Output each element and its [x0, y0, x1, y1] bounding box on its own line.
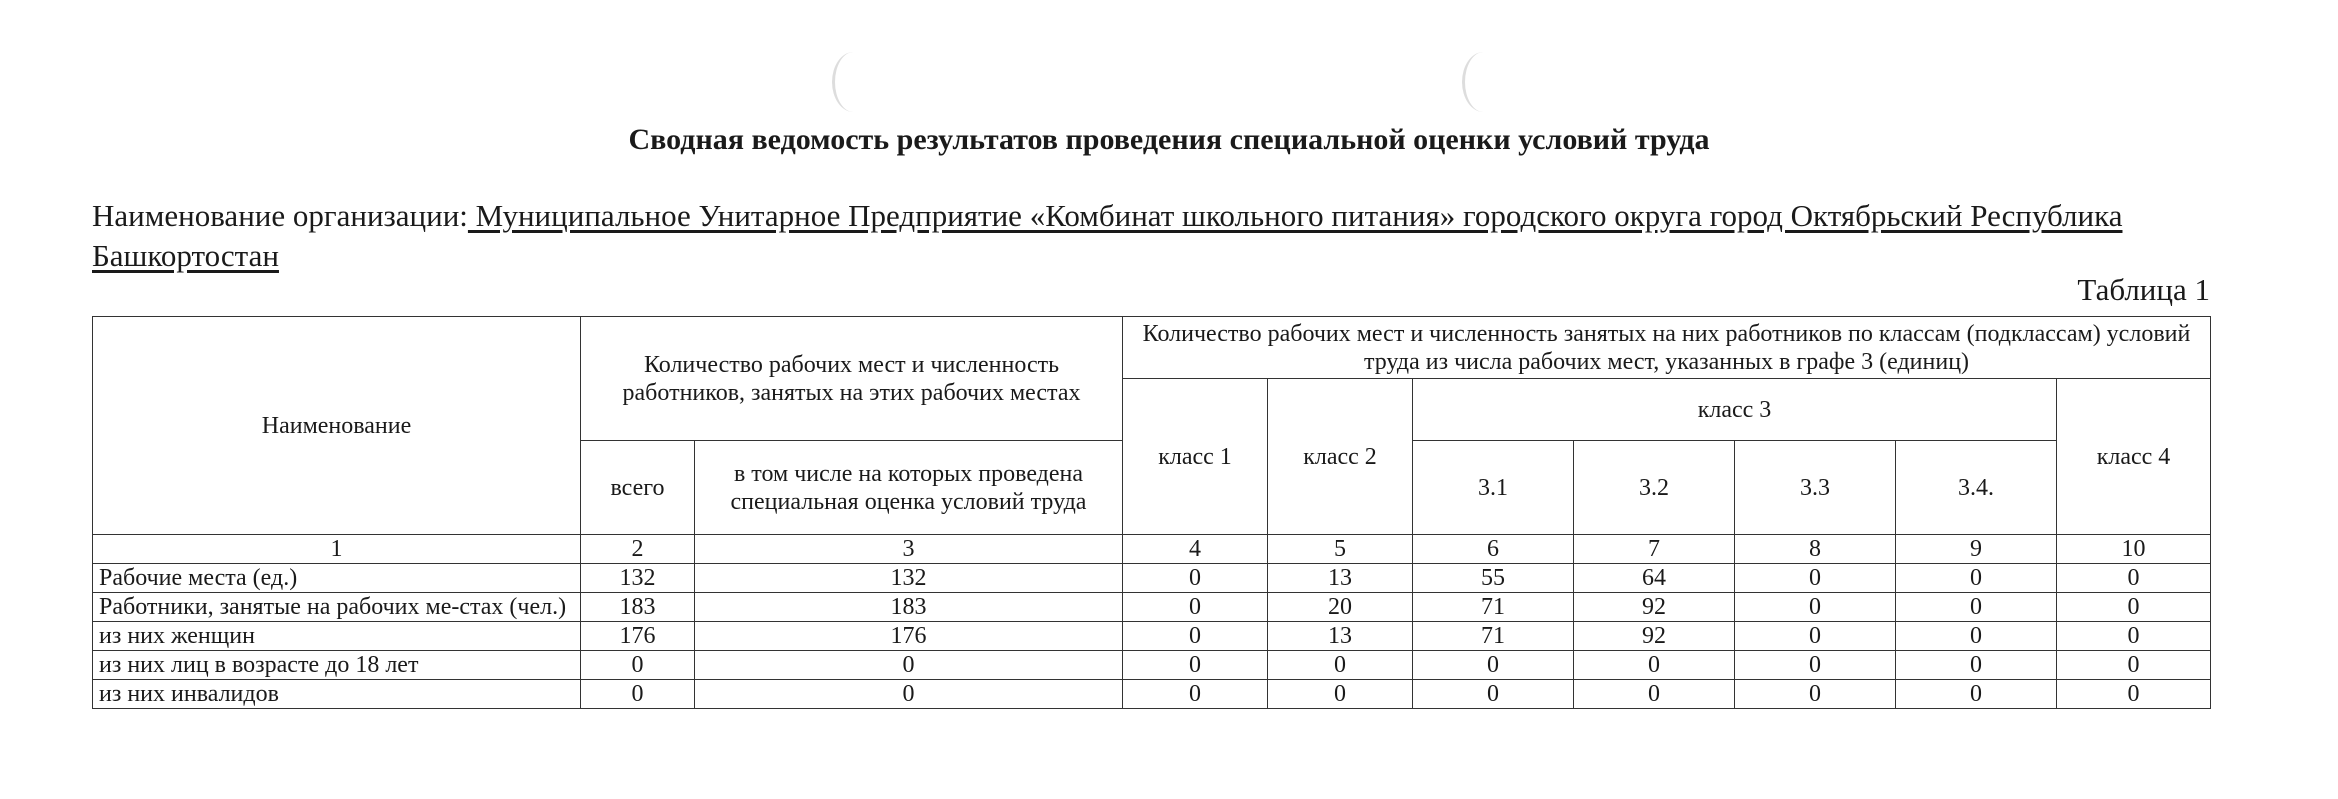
table-row: [93, 564, 2211, 593]
table-cell: 92: [1574, 593, 1735, 622]
row-label: из них инвалидов: [93, 680, 581, 709]
table-cell: 0: [695, 680, 1123, 709]
header-total: всего: [581, 441, 695, 535]
table-row: [93, 680, 2211, 709]
header-subclass-3-4: 3.4.: [1896, 441, 2057, 535]
header-class-3: класс 3: [1413, 379, 2057, 441]
table-cell: 13: [1268, 622, 1413, 651]
column-number: 9: [1896, 535, 2057, 564]
table-cell: 13: [1268, 564, 1413, 593]
table-cell: 0: [2057, 651, 2211, 680]
table-cell: 0: [1735, 622, 1896, 651]
row-label: из них лиц в возрасте до 18 лет: [93, 651, 581, 680]
table-cell: 0: [1123, 651, 1268, 680]
table-cell: 0: [1123, 622, 1268, 651]
table-cell: 0: [2057, 680, 2211, 709]
binder-hole-mark: [1462, 52, 1505, 112]
table-cell: 176: [695, 622, 1123, 651]
table-cell: 71: [1413, 622, 1574, 651]
column-number: 2: [581, 535, 695, 564]
header-class-1: класс 1: [1123, 379, 1268, 535]
table-cell: 0: [581, 680, 695, 709]
table-cell: 0: [1574, 651, 1735, 680]
table-cell: 0: [1896, 593, 2057, 622]
organization-label: Наименование организации:: [92, 198, 468, 233]
table-cell: 0: [1735, 651, 1896, 680]
table-cell: 20: [1268, 593, 1413, 622]
header-class-4: класс 4: [2057, 379, 2211, 535]
organization-name: Муниципальное Унитарное Предприятие «Комбинат школьного питания» городского округа город Октябрьский Республика Башкортостан: [92, 198, 2123, 273]
table-cell: 0: [1735, 564, 1896, 593]
table-cell: 0: [1896, 680, 2057, 709]
table-cell: 71: [1413, 593, 1574, 622]
table-cell: 92: [1574, 622, 1735, 651]
table-cell: 0: [1735, 680, 1896, 709]
table-cell: 0: [695, 651, 1123, 680]
table-cell: 0: [1123, 564, 1268, 593]
row-label: Работники, занятые на рабочих ме-стах (чел.): [93, 593, 581, 622]
column-number: 8: [1735, 535, 1896, 564]
table-cell: 0: [1268, 680, 1413, 709]
column-number: 1: [93, 535, 581, 564]
table-cell: 0: [581, 651, 695, 680]
table-cell: 0: [1123, 593, 1268, 622]
column-number: 3: [695, 535, 1123, 564]
summary-table: [92, 316, 2211, 709]
table-cell: 0: [1268, 651, 1413, 680]
table-cell: 0: [1574, 680, 1735, 709]
table-cell: 0: [2057, 622, 2211, 651]
table-cell: 0: [1735, 593, 1896, 622]
table-cell: 0: [1896, 622, 2057, 651]
table-cell: 132: [581, 564, 695, 593]
table-row: [93, 593, 2211, 622]
header-subclass-3-1: 3.1: [1413, 441, 1574, 535]
table-caption: Таблица 1: [2077, 272, 2210, 307]
document-title: Сводная ведомость результатов проведения специальной оценки условий труда: [628, 123, 1710, 156]
header-name: Наименование: [93, 317, 581, 535]
organization-line: [92, 196, 2242, 276]
header-assessed: в том числе на которых проведена специальная оценка условий труда: [695, 441, 1123, 535]
table-row: [93, 651, 2211, 680]
column-number: 6: [1413, 535, 1574, 564]
column-number-row: [93, 535, 2211, 564]
header-group-classes: Количество рабочих мест и численность занятых на них работников по классам (подклассам) условий труда из числа рабочих мест, указанных в графе 3 (единиц): [1123, 317, 2211, 379]
row-label: Рабочие места (ед.): [93, 564, 581, 593]
table-cell: 64: [1574, 564, 1735, 593]
header-class-2: класс 2: [1268, 379, 1413, 535]
header-subclass-3-2: 3.2: [1574, 441, 1735, 535]
table-cell: 0: [1413, 680, 1574, 709]
header-subclass-3-3: 3.3: [1735, 441, 1896, 535]
table-cell: 183: [581, 593, 695, 622]
table-cell: 0: [1413, 651, 1574, 680]
table-row: [93, 622, 2211, 651]
table-cell: 183: [695, 593, 1123, 622]
row-label: из них женщин: [93, 622, 581, 651]
column-number: 7: [1574, 535, 1735, 564]
table-cell: 176: [581, 622, 695, 651]
table-cell: 0: [2057, 564, 2211, 593]
column-number: 10: [2057, 535, 2211, 564]
header-group-places: Количество рабочих мест и численность работников, занятых на этих рабочих местах: [581, 317, 1123, 441]
table-cell: 132: [695, 564, 1123, 593]
table-cell: 55: [1413, 564, 1574, 593]
column-number: 4: [1123, 535, 1268, 564]
table-cell: 0: [1896, 651, 2057, 680]
binder-hole-mark: [832, 52, 875, 112]
table-cell: 0: [1896, 564, 2057, 593]
table-cell: 0: [2057, 593, 2211, 622]
column-number: 5: [1268, 535, 1413, 564]
table-cell: 0: [1123, 680, 1268, 709]
